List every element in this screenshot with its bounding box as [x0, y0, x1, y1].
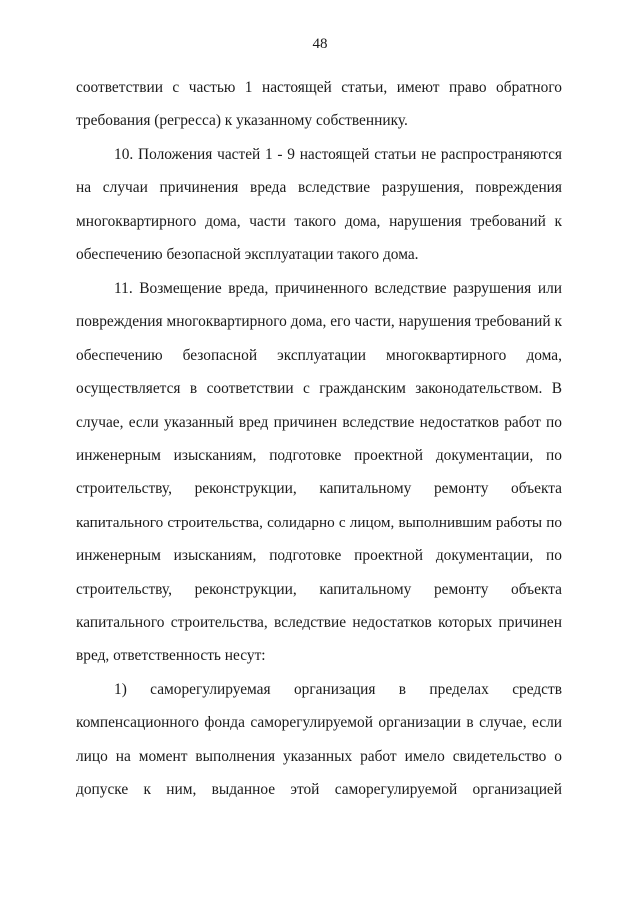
text-line: капитального строительства, солидарно с лицом, выполнившим работы по — [76, 513, 562, 531]
text-line: обеспечению безопасной эксплуатации такого дома. — [76, 246, 419, 264]
text-line: капитального строительства, вследствие недостатков которых причинен — [76, 613, 562, 631]
text-line: 1) саморегулируемая организация в пределах средств — [114, 681, 562, 698]
text-line: строительству, реконструкции, капитальному ремонту объекта — [76, 480, 562, 498]
text-line: лицо на момент выполнения указанных работ имело свидетельство о — [76, 747, 562, 765]
text-line: обеспечению безопасной эксплуатации многоквартирного дома, — [76, 346, 562, 364]
text-line: требования (регресса) к указанному собственнику. — [76, 112, 408, 130]
text-line: строительству, реконструкции, капитальному ремонту объекта — [76, 580, 562, 598]
paragraph-10 — [76, 138, 562, 272]
text-line: многоквартирного дома, части такого дома, нарушения требований к — [76, 212, 562, 230]
text-line: 10. Положения частей 1 - 9 настоящей статьи не распространяются — [114, 146, 562, 163]
text-line: 11. Возмещение вреда, причиненного вследствие разрушения или — [114, 280, 562, 297]
text-line: осуществляется в соответствии с гражданским законодательством. В — [76, 380, 562, 398]
list-item-1 — [76, 673, 562, 807]
page-number: 48 — [312, 36, 328, 52]
text-line: вред, ответственность несут: — [76, 647, 266, 665]
text-line: случае, если указанный вред причинен вследствие недостатков работ по — [76, 413, 562, 431]
paragraph-11 — [76, 272, 562, 673]
text-line: компенсационного фонда саморегулируемой организации в случае, если — [76, 714, 562, 732]
paragraph-continuation — [76, 71, 562, 138]
text-line: инженерным изысканиям, подготовке проектной документации, по — [76, 547, 562, 565]
text-line: на случаи причинения вреда вследствие разрушения, повреждения — [76, 179, 562, 197]
text-line: повреждения многоквартирного дома, его части, нарушения требований к — [76, 313, 562, 331]
text-line: соответствии с частью 1 настоящей статьи, имеют право обратного — [76, 79, 562, 96]
text-line: допуске к ним, выданное этой саморегулируемой организацией — [76, 781, 562, 799]
text-line: инженерным изысканиям, подготовке проектной документации, по — [76, 446, 562, 464]
